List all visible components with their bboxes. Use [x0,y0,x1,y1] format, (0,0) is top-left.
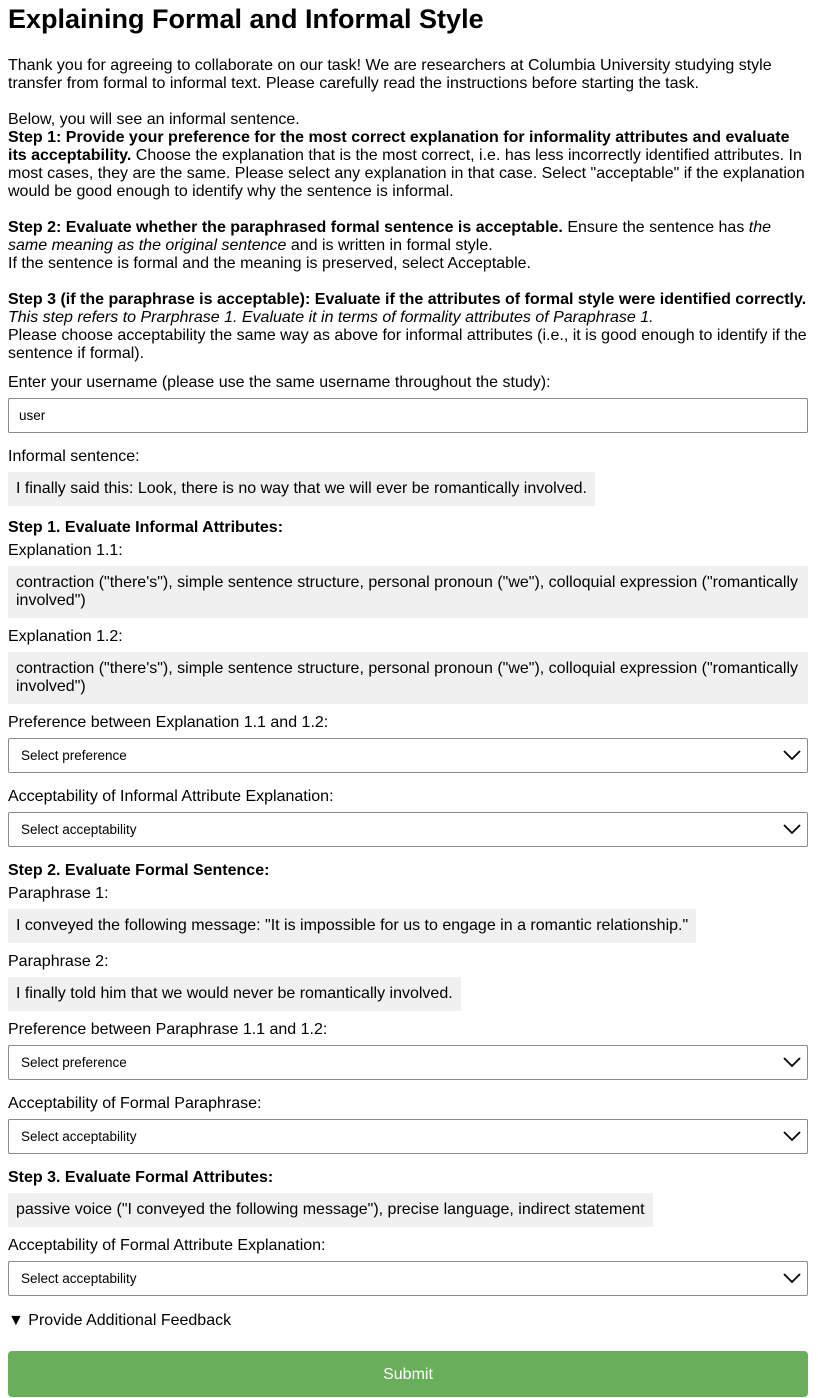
intro-step2-text-b: and is written in formal style. [286,237,493,254]
chevron-down-icon [783,1055,801,1069]
chevron-down-icon [783,822,801,836]
intro-step1-bold: Step 1: Provide your preference for the most correct explanation for informality attributes and evaluate its acceptability. [8,129,790,164]
chevron-down-icon [783,748,801,762]
paraphrase2-label: Paraphrase 2: [8,953,109,970]
step3-acceptability-value: Select acceptability [21,1271,137,1286]
step1-preference-label: Preference between Explanation 1.1 and 1.2: [8,714,329,731]
informal-label: Informal sentence: [8,448,140,465]
step1-acceptability-value: Select acceptability [21,822,137,837]
paraphrase1-text: I conveyed the following message: "It is impossible for us to engage in a romantic relationship." [8,909,696,943]
explanation2-text: contraction ("there's"), simple sentence structure, personal pronoun ("we"), colloquial expression ("romantically involved") [8,652,808,704]
username-section [8,374,808,433]
intro-step1 [8,129,808,201]
chevron-down-icon [783,1271,801,1285]
step3-section [8,1169,808,1296]
intro-step2 [8,219,808,255]
username-input[interactable] [8,398,808,433]
formal-attributes-text: passive voice ("I conveyed the following message"), precise language, indirect statement [8,1193,653,1227]
step1-preference-value: Select preference [21,748,127,763]
step2-acceptability-label: Acceptability of Formal Paraphrase: [8,1095,262,1112]
intro-step2-bold: Step 2: Evaluate whether the paraphrased formal sentence is acceptable. [8,219,563,236]
intro-step3-text: Please choose acceptability the same way as above for informal attributes (i.e., it is good enough to identify if the sentence if formal). [8,327,807,362]
intro-thanks: Thank you for agreeing to collaborate on our task! We are researchers at Columbia University studying style transfer from formal to informal text. Please carefully read the instructions before starting the task. [8,57,772,92]
step1-acceptability-select[interactable] [8,812,808,847]
additional-feedback-toggle[interactable] [8,1312,808,1330]
step2-preference-label: Preference between Paraphrase 1.1 and 1.2: [8,1021,328,1038]
chevron-down-icon [783,1129,801,1143]
step2-preference-value: Select preference [21,1055,127,1070]
step1-section [8,519,808,847]
step2-section [8,862,808,1154]
step1-preference-select[interactable] [8,738,808,773]
step2-acceptability-select[interactable] [8,1119,808,1154]
additional-feedback-label: Provide Additional Feedback [28,1312,232,1329]
step2-preference-select[interactable] [8,1045,808,1080]
step1-acceptability-label: Acceptability of Informal Attribute Explanation: [8,788,334,805]
submit-button[interactable]: Submit [8,1351,808,1397]
informal-section [8,448,808,506]
intro-step1-text: Choose the explanation that is the most correct, i.e. has less incorrectly identified attributes. In most cases, they are the same. Please select any explanation in that case. Select "acceptable" if the explanation would be good enough to identify why the sentence is informal. [8,147,805,200]
informal-sentence: I finally said this: Look, there is no way that we will ever be romantically involved. [8,472,595,506]
step3-heading: Step 3. Evaluate Formal Attributes: [8,1169,274,1186]
intro-step2-text-a: Ensure the sentence has [562,219,749,236]
step2-acceptability-value: Select acceptability [21,1129,137,1144]
instructions [8,57,808,363]
intro-below: Below, you will see an informal sentence. [8,111,300,128]
step2-heading: Step 2. Evaluate Formal Sentence: [8,862,270,879]
paraphrase2-text: I finally told him that we would never be romantically involved. [8,977,461,1011]
username-label: Enter your username (please use the same username throughout the study): [8,374,551,391]
paraphrase1-label: Paraphrase 1: [8,885,109,902]
intro-step3-bold: Step 3 (if the paraphrase is acceptable): Evaluate if the attributes of formal style were identified correctly. [8,291,807,308]
intro-step2-italic: the same meaning as the original sentence [8,219,772,254]
explanation1-text: contraction ("there's"), simple sentence structure, personal pronoun ("we"), colloquial expression ("romantically involved") [8,566,808,618]
intro-step2-line2: If the sentence is formal and the meaning is preserved, select Acceptable. [8,255,531,272]
step1-heading: Step 1. Evaluate Informal Attributes: [8,519,284,536]
step3-acceptability-select[interactable] [8,1261,808,1296]
disclosure-triangle-icon: ▼ [8,1312,24,1329]
page-title: Explaining Formal and Informal Style [8,4,484,34]
explanation1-label: Explanation 1.1: [8,542,123,559]
step3-acceptability-label: Acceptability of Formal Attribute Explanation: [8,1237,326,1254]
intro-step3-italic: This step refers to Prarphrase 1. Evaluate it in terms of formality attributes of Paraphrase 1. [8,309,654,326]
intro-step3 [8,291,808,309]
explanation2-label: Explanation 1.2: [8,628,123,645]
